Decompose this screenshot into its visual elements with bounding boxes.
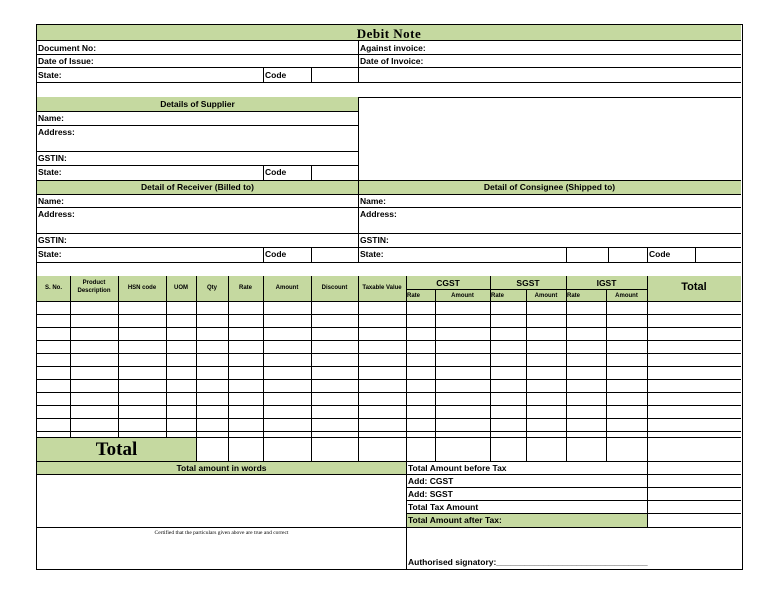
col-product-1: Product (82, 280, 106, 286)
supplier-name-label: Name: (38, 113, 64, 123)
igst-amount: Amount (615, 293, 638, 299)
col-sno: S. No. (44, 285, 62, 291)
supplier-header-label: Details of Supplier (160, 99, 235, 109)
page-title: Debit Note (356, 26, 422, 41)
cgst-rate: Rate (407, 293, 421, 299)
col-discount: Discount (321, 285, 348, 291)
col-product-2: Description (77, 288, 111, 294)
consignee-code-label: Code (649, 249, 671, 259)
consignee-name-label: Name: (360, 196, 386, 206)
receiver-state-label: State: (38, 249, 62, 259)
date-of-issue-label: Date of Issue: (38, 56, 94, 66)
col-cgst: CGST (436, 278, 460, 288)
supplier-code-label: Code (265, 167, 287, 177)
receiver-address-label: Address: (38, 209, 75, 219)
igst-rate: Rate (567, 293, 581, 299)
consignee-gstin-label: GSTIN: (360, 235, 389, 245)
col-igst: IGST (596, 278, 617, 288)
debit-note-form (36, 24, 743, 570)
after-tax-label: Total Amount after Tax: (408, 515, 502, 525)
total-row-label: Total (95, 439, 138, 460)
add-cgst-label: Add: CGST (408, 476, 454, 486)
date-of-invoice-label: Date of Invoice: (360, 56, 424, 66)
consignee-header-label: Detail of Consignee (Shipped to) (483, 182, 616, 192)
consignee-state-label: State: (360, 249, 384, 259)
col-amount: Amount (275, 285, 299, 291)
amount-in-words-label: Total amount in words (176, 463, 267, 473)
against-invoice-label: Against invoice: (360, 43, 426, 53)
col-rate: Rate (238, 285, 252, 291)
col-uom: UOM (174, 285, 188, 291)
certification-text: Certified that the particulars given above are true and correct (154, 530, 289, 536)
document-no-label: Document No: (38, 43, 97, 53)
receiver-gstin-label: GSTIN: (38, 235, 67, 245)
col-qty: Qty (206, 285, 217, 291)
cgst-amount: Amount (451, 293, 474, 299)
receiver-code-label: Code (265, 249, 287, 259)
authorised-signatory: Authorised signatory:________________________________ (408, 557, 648, 567)
sgst-rate: Rate (491, 293, 505, 299)
before-tax-label: Total Amount before Tax (408, 463, 507, 473)
col-total: Total (681, 281, 707, 293)
receiver-header-label: Detail of Receiver (Billed to) (141, 182, 254, 192)
supplier-gstin-label: GSTIN: (38, 153, 67, 163)
sgst-amount: Amount (534, 293, 558, 299)
tax-amount-label: Total Tax Amount (408, 502, 479, 512)
add-sgst-label: Add: SGST (408, 489, 453, 499)
consignee-address-label: Address: (360, 209, 397, 219)
supplier-state-label: State: (38, 167, 62, 177)
col-hsn: HSN code (127, 285, 157, 291)
receiver-name-label: Name: (38, 196, 64, 206)
supplier-address-label: Address: (38, 127, 75, 137)
code-label: Code (265, 70, 287, 80)
col-sgst: SGST (516, 278, 540, 288)
state-label: State: (38, 70, 62, 80)
col-taxable: Taxable Value (362, 285, 402, 291)
